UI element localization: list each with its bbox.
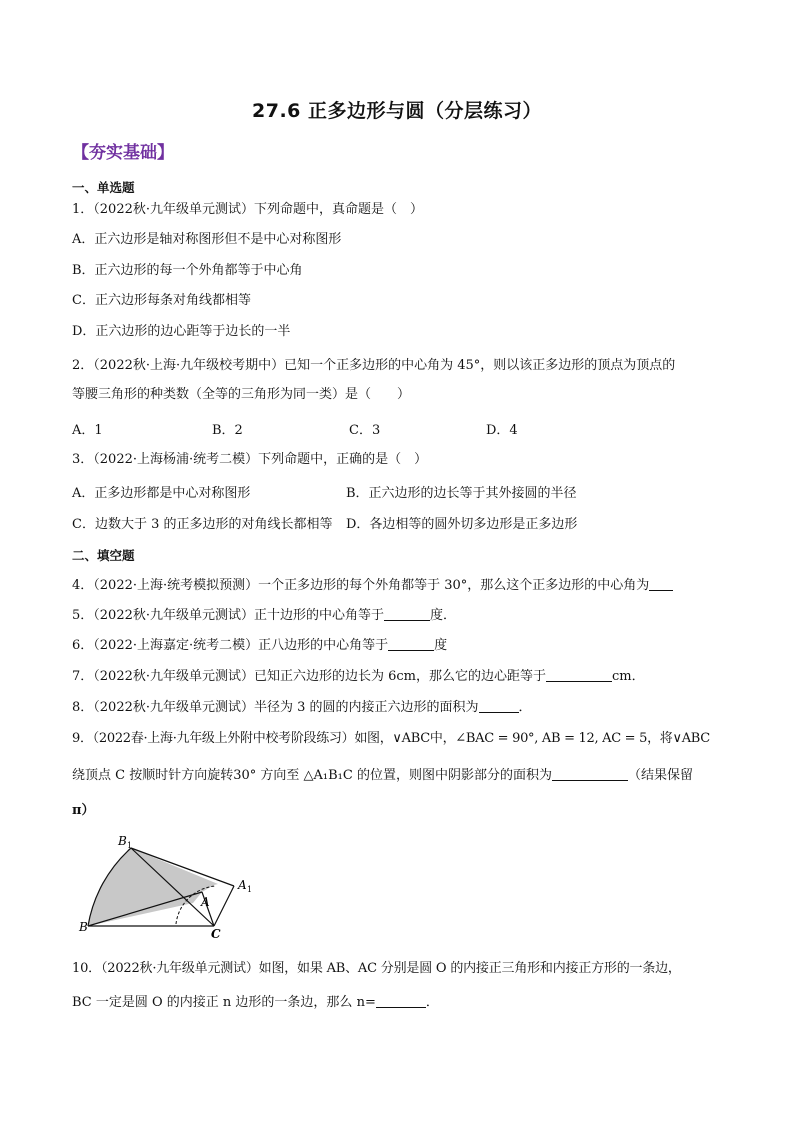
question-3-option-c: C．边数大于 3 的正多边形的对角线长都相等 — [72, 517, 333, 532]
label-a1-subscript: 1 — [247, 885, 253, 894]
answer-blank[interactable] — [376, 994, 426, 1008]
question-10-suffix: ． — [425, 995, 439, 1010]
answer-blank[interactable] — [388, 637, 434, 651]
label-b1-subscript: 1 — [127, 841, 133, 850]
question-2-option-c: C．3 — [349, 423, 381, 438]
label-c: C — [211, 927, 221, 941]
question-9-suffix: （结果保留 — [627, 768, 693, 783]
question-3-option-a: A．正多边形都是中心对称图形 — [72, 486, 251, 501]
question-2-stem-line2: 等腰三角形的种类数（全等的三角形为同一类）是（ ） — [72, 387, 411, 402]
answer-blank[interactable] — [552, 767, 628, 781]
answer-blank[interactable] — [546, 668, 612, 682]
question-6-suffix: 度 — [434, 638, 448, 653]
question-1-option-c: C．正六边形每条对角线都相等 — [72, 293, 251, 308]
question-7-text: 7．（2022秋·九年级单元测试）已知正六边形的边长为 6cm，那么它的边心距等于 — [72, 669, 546, 684]
question-10-text: BC 一定是圆 O 的内接正 n 边形的一条边，那么 n= — [72, 995, 376, 1010]
page-title: 27.6 正多边形与圆（分层练习） — [252, 100, 542, 122]
label-a1: A — [238, 878, 247, 892]
label-a: A — [201, 895, 210, 909]
question-4-text: 4．（2022·上海·统考模拟预测）一个正多边形的每个外角都等于 30°，那么这个正多边形的中心角为 — [72, 578, 650, 593]
question-6 — [72, 637, 732, 655]
question-8-suffix: ． — [518, 700, 532, 715]
question-1-option-d: D．正六边形的边心距等于边长的一半 — [72, 324, 291, 339]
question-3-stem: 3．（2022·上海杨浦·统考二模）下列命题中，正确的是（ ） — [72, 452, 428, 467]
question-9-line3: π） — [72, 803, 95, 818]
label-b1: B — [118, 834, 127, 848]
question-4 — [72, 577, 732, 595]
question-10-line2 — [72, 994, 732, 1012]
question-9-text: 绕顶点 C 按顺时针方向旋转30° 方向至 △A₁B₁C 的位置，则图中阴影部分的面积为 — [72, 768, 552, 783]
question-6-text: 6．（2022·上海嘉定·统考二模）正八边形的中心角等于 — [72, 638, 389, 653]
label-b: B — [79, 920, 88, 934]
question-2-option-a: A．1 — [72, 423, 103, 438]
answer-blank[interactable] — [479, 699, 519, 713]
question-5-suffix: 度． — [430, 608, 457, 623]
question-7-suffix: cm． — [612, 669, 645, 684]
part-heading-single-choice: 一、单选题 — [72, 180, 135, 195]
section-heading: 【夯实基础】 — [72, 143, 174, 163]
question-9-figure — [78, 832, 268, 946]
question-7 — [72, 668, 732, 686]
question-5 — [72, 607, 732, 625]
question-2-option-d: D．4 — [486, 423, 518, 438]
shaded-region — [88, 848, 218, 926]
question-1-option-b: B．正六边形的每一个外角都等于中心角 — [72, 263, 303, 278]
question-3-option-d: D．各边相等的圆外切多边形是正多边形 — [346, 517, 578, 532]
rotation-diagram — [78, 832, 268, 942]
part-heading-fill-in: 二、填空题 — [72, 548, 135, 563]
question-2-stem-line1: 2．（2022秋·上海·九年级校考期中）已知一个正多边形的中心角为 45°，则以该正多边形的顶点为顶点的 — [72, 358, 676, 373]
answer-blank[interactable] — [384, 607, 430, 621]
question-9-line2 — [72, 767, 732, 785]
question-8 — [72, 699, 732, 717]
question-1-option-a: A．正六边形是轴对称图形但不是中心对称图形 — [72, 232, 342, 247]
question-5-text: 5．（2022秋·九年级单元测试）正十边形的中心角等于 — [72, 608, 384, 623]
question-3-option-b: B．正六边形的边长等于其外接圆的半径 — [346, 486, 577, 501]
question-2-option-b: B．2 — [212, 423, 243, 438]
question-1-stem: 1．（2022秋·九年级单元测试）下列命题中，真命题是（ ） — [72, 202, 423, 217]
question-10-line1: 10．（2022秋·九年级单元测试）如图，如果 AB、AC 分别是圆 O 的内接正三角形和内接正方形的一条边， — [72, 961, 681, 976]
question-9-line1: 9．（2022春·上海·九年级上外附中校考阶段练习）如图，∨ABC中，∠BAC = 90°, AB = 12, AC = 5，将∨ABC — [72, 731, 710, 746]
answer-blank[interactable] — [649, 577, 673, 591]
question-8-text: 8．（2022秋·九年级单元测试）半径为 3 的圆的内接正六边形的面积为 — [72, 700, 479, 715]
segment-a1c — [214, 886, 234, 926]
